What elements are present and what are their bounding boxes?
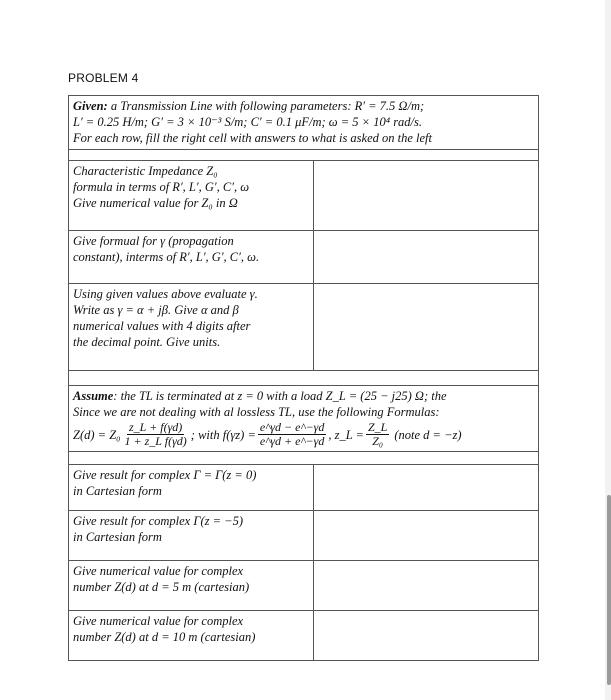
result-cell-3 — [69, 561, 314, 611]
formula-fraction-f — [258, 421, 326, 448]
formula-fraction-zl-denominator: Z₀ — [372, 434, 384, 448]
question-row-2 — [69, 231, 539, 284]
formula-fraction-zl-numerator: Z_L — [368, 420, 388, 434]
question-cell-1 — [69, 161, 314, 231]
given-label: Given: — [73, 99, 108, 113]
formula-lhs: Z(d) = Z₀ — [73, 427, 121, 442]
question-row-3 — [69, 284, 539, 371]
question-3-line-4: the decimal point. Give units. — [73, 335, 221, 349]
answer-cell-3[interactable] — [314, 284, 539, 371]
given-line-2: L′ = 0.25 H/m; G′ = 3 × 10⁻³ S/m; C′ = 0.1 μF/m; ω = 5 × 10⁴ rad/s. — [73, 115, 423, 129]
spacer-row — [69, 150, 539, 161]
formula-with: ; with f(γz) = — [190, 427, 256, 442]
question-2-line-2: constant), interms of R′, L′, G′, C′, ω. — [73, 250, 260, 264]
result-3-line-2: number Z(d) at d = 5 m (cartesian) — [73, 580, 250, 594]
result-row-4 — [69, 611, 539, 661]
question-1-line-1: Characteristic Impedance Z₀ — [73, 164, 218, 178]
formula-fraction-z — [123, 421, 189, 448]
result-cell-4 — [69, 611, 314, 661]
formula-fraction-z-numerator: z_L + f(γd) — [129, 420, 183, 434]
result-4-line-1: Give numerical value for complex — [73, 614, 244, 628]
question-3-line-3: numerical values with 4 digits after — [73, 319, 251, 333]
page-title: PROBLEM 4 — [68, 71, 139, 85]
question-row-1 — [69, 161, 539, 231]
assume-line-1 — [73, 388, 534, 404]
formula-fraction-f-numerator: e^γd − e^−γd — [259, 420, 325, 434]
formula-fraction-f-denominator: e^γd + e^−γd — [259, 434, 325, 448]
result-1-line-2: in Cartesian form — [73, 484, 162, 498]
given-line-3: For each row, fill the right cell with answers to what is asked on the left — [73, 131, 433, 145]
formula-note: (note d = −z) — [394, 427, 462, 442]
spacer-row — [69, 452, 539, 465]
formula-fraction-z-denominator: 1 + z_L f(γd) — [124, 434, 187, 448]
result-row-2 — [69, 511, 539, 561]
result-2-line-1: Give result for complex Γ(z = −5) — [73, 514, 244, 528]
assume-line-2: Since we are not dealing with al lossless TL, use the following Formulas: — [73, 405, 440, 419]
result-cell-1 — [69, 465, 314, 511]
given-cell — [69, 96, 539, 150]
question-1-line-2: formula in terms of R′, L′, G′, C′, ω — [73, 180, 250, 194]
given-line-1 — [73, 98, 534, 114]
answer-cell-1[interactable] — [314, 161, 539, 231]
result-answer-cell-4[interactable] — [314, 611, 539, 661]
result-1-line-1: Give result for complex Γ = Γ(z = 0) — [73, 468, 257, 482]
result-row-3 — [69, 561, 539, 611]
answer-cell-2[interactable] — [314, 231, 539, 284]
formula-fraction-zl — [366, 421, 389, 448]
result-4-line-2: number Z(d) at d = 10 m (cartesian) — [73, 630, 256, 644]
question-3-line-1: Using given values above evaluate γ. — [73, 287, 258, 301]
assume-label: Assume — [73, 389, 114, 403]
problem-table — [68, 95, 539, 661]
result-answer-cell-2[interactable] — [314, 511, 539, 561]
question-cell-3 — [69, 284, 314, 371]
spacer-row — [69, 371, 539, 386]
question-1-line-3: Give numerical value for Z₀ in Ω — [73, 196, 238, 210]
result-row-1 — [69, 465, 539, 511]
formula-zl: , z_L = — [328, 427, 364, 442]
assume-cell — [69, 386, 539, 452]
scrollbar-thumb[interactable] — [607, 495, 611, 685]
assume-text-1: : the TL is terminated at z = 0 with a load Z_L = (25 − j25) Ω; the — [113, 389, 447, 403]
result-2-line-2: in Cartesian form — [73, 530, 162, 544]
formula-line — [73, 421, 534, 448]
assume-row — [69, 386, 539, 452]
result-answer-cell-3[interactable] — [314, 561, 539, 611]
given-row — [69, 96, 539, 150]
given-text-1: a Transmission Line with following parameters: R′ = 7.5 Ω/m; — [107, 99, 425, 113]
result-3-line-1: Give numerical value for complex — [73, 564, 244, 578]
question-2-line-1: Give formual for γ (propagation — [73, 234, 234, 248]
result-answer-cell-1[interactable] — [314, 465, 539, 511]
result-cell-2 — [69, 511, 314, 561]
question-cell-2 — [69, 231, 314, 284]
question-3-line-2: Write as γ = α + jβ. Give α and β — [73, 303, 239, 317]
